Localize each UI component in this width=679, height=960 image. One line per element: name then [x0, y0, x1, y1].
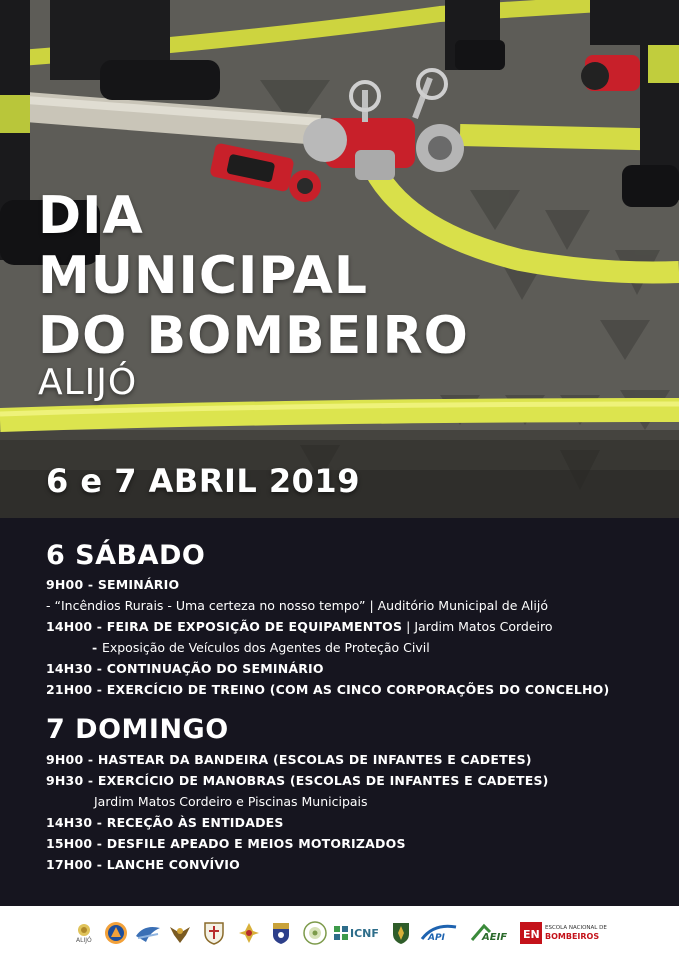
svg-text:EN: EN: [523, 928, 540, 941]
civil-protection-logo-icon: [104, 920, 128, 946]
day-1-item-1: 9H00 - SEMINÁRIO: [46, 577, 180, 592]
day-2-item-5: 15H00 - DESFILE APEADO E MEIOS MOTORIZADOS: [46, 836, 406, 851]
event-date: 6 e 7 ABRIL 2019: [46, 462, 360, 500]
shield-crest-logo-icon: [203, 920, 225, 946]
icnf-logo-text: ICNF: [350, 926, 379, 940]
alijo-logo-icon: [76, 920, 92, 946]
svg-text:AEIF: AEIF: [482, 932, 508, 943]
programme-panel: [0, 518, 679, 906]
day-2-item-4: 14H30 - RECEÇÃO ÀS ENTIDADES: [46, 815, 284, 830]
svg-text:API: API: [428, 933, 445, 943]
day-1-item-5: 14H30 - CONTINUAÇÃO DO SEMINÁRIO: [46, 661, 324, 676]
eagle-crest-logo-icon: [168, 920, 192, 946]
day-1-item-3: 14H00 - FEIRA DE EXPOSIÇÃO DE EQUIPAMENTOS | Jardim Matos Cordeiro: [46, 619, 553, 634]
day-2-item-2: 9H30 - EXERCÍCIO DE MANOBRAS (ESCOLAS DE INFANTES E CADETES): [46, 773, 549, 788]
coat-of-arms-logo-icon: [270, 920, 292, 946]
day-2-item-6: 17H00 - LANCHE CONVÍVIO: [46, 857, 240, 872]
enb-logo-icon: [520, 920, 607, 946]
title-line-2: MUNICIPAL: [38, 246, 369, 306]
event-location: ALIJÓ: [38, 362, 138, 403]
day-1-item-6: 21H00 - EXERCÍCIO DE TREINO (COM AS CINCO CORPORAÇÕES DO CONCELHO): [46, 682, 610, 697]
day-1-heading: 6 SÁBADO: [46, 540, 206, 571]
gnr-badge-logo-icon: [391, 920, 411, 946]
api-logo-icon: [420, 920, 458, 946]
enb-logo-small: ESCOLA NACIONAL DE: [545, 925, 607, 931]
alijo-logo-text: ALIJÓ: [76, 936, 92, 944]
aeif-logo-icon: [470, 920, 510, 946]
firefighter-emblem-logo-icon: [237, 920, 261, 946]
event-title: [38, 186, 469, 366]
day-2-item-1: 9H00 - HASTEAR DA BANDEIRA (ESCOLAS DE INFANTES E CADETES): [46, 752, 532, 767]
day-1-item-4: - Exposição de Veículos dos Agentes de Proteção Civil: [92, 640, 430, 655]
day-1-item-2: - “Incêndios Rurais - Uma certeza no nosso tempo” | Auditório Municipal de Alijó: [46, 598, 548, 613]
bird-logo-icon: [134, 920, 162, 946]
title-line-1: DIA: [38, 186, 144, 246]
icnf-logo-icon: [334, 920, 379, 946]
sponsor-logos: [0, 906, 679, 960]
enb-logo-big: BOMBEIROS: [545, 932, 600, 941]
enb-logo-text: [545, 925, 607, 941]
title-line-3: DO BOMBEIRO: [38, 306, 469, 366]
day-2-item-3: Jardim Matos Cordeiro e Piscinas Municipais: [94, 794, 368, 809]
round-seal-logo-icon: [303, 920, 327, 946]
day-2-heading: 7 DOMINGO: [46, 714, 229, 745]
